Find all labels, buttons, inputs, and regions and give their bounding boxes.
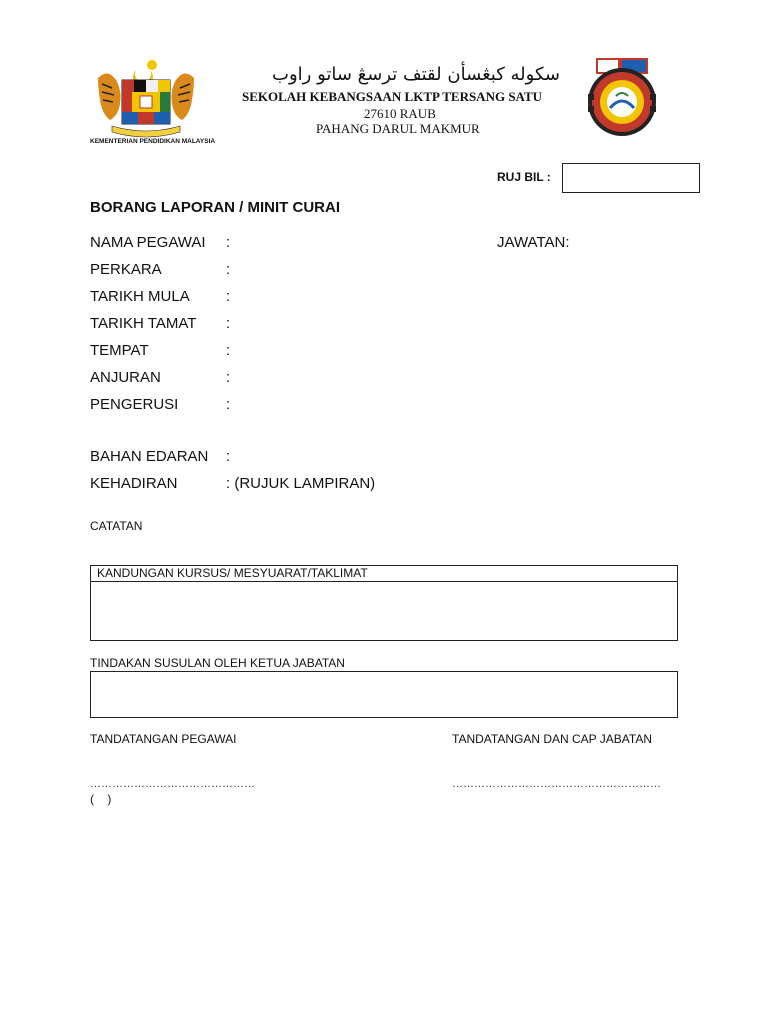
signature-jabatan-line: ………………………………………………… (452, 778, 661, 790)
field-anjuran-label: ANJURAN (90, 369, 161, 386)
tindakan-box[interactable] (90, 671, 678, 718)
signature-jabatan-label: TANDATANGAN DAN CAP JABATAN (452, 732, 653, 746)
field-nama-pegawai-sep: : (226, 234, 231, 251)
form-title: BORANG LAPORAN / MINIT CURAI (90, 199, 340, 216)
ministry-caption: KEMENTERIAN PENDIDIKAN MALAYSIA (90, 138, 216, 145)
school-postcode: 27610 RAUB (364, 106, 436, 121)
bahan-edaran-sep: : (226, 448, 231, 465)
field-tarikh-tamat-label: TARIKH TAMAT (90, 315, 197, 332)
kandungan-box[interactable] (90, 565, 678, 641)
school-name-jawi: سكوله كبڠسأن لقتف ترسڠ ساتو راوب (272, 64, 560, 85)
field-nama-pegawai-label: NAMA PEGAWAI (90, 234, 206, 251)
field-pengerusi-label: PENGERUSI (90, 396, 179, 413)
school-emblem-logo (586, 56, 658, 140)
field-pengerusi-sep: : (226, 396, 231, 413)
field-tarikh-mula-label: TARIKH MULA (90, 288, 190, 305)
coat-of-arms-logo (90, 56, 202, 138)
field-tempat-sep: : (226, 342, 231, 359)
signature-pegawai-line: ……………………………………… (90, 778, 255, 790)
field-tempat-label: TEMPAT (90, 342, 149, 359)
kehadiran-label: KEHADIRAN (90, 475, 178, 492)
school-state: PAHANG DARUL MAKMUR (316, 121, 480, 136)
ref-no-label: RUJ BIL : (497, 170, 551, 184)
field-perkara-sep: : (226, 261, 231, 278)
catatan-label: CATATAN (90, 519, 143, 533)
tindakan-label: TINDAKAN SUSULAN OLEH KETUA JABATAN (90, 656, 345, 670)
officer-name-brackets: ( ) (90, 792, 112, 806)
school-name: SEKOLAH KEBANGSAAN LKTP TERSANG SATU (242, 89, 543, 104)
signature-pegawai-label: TANDATANGAN PEGAWAI (90, 732, 237, 746)
field-perkara-label: PERKARA (90, 261, 162, 278)
kehadiran-value: : (RUJUK LAMPIRAN) (226, 475, 376, 492)
jawatan-label: JAWATAN: (497, 234, 570, 251)
ref-no-field[interactable] (562, 163, 700, 193)
kandungan-header (91, 566, 677, 582)
field-anjuran-sep: : (226, 369, 231, 386)
field-tarikh-tamat-sep: : (226, 315, 231, 332)
field-tarikh-mula-sep: : (226, 288, 231, 305)
kandungan-label: KANDUNGAN KURSUS/ MESYUARAT/TAKLIMAT (97, 566, 368, 580)
bahan-edaran-label: BAHAN EDARAN (90, 448, 209, 465)
